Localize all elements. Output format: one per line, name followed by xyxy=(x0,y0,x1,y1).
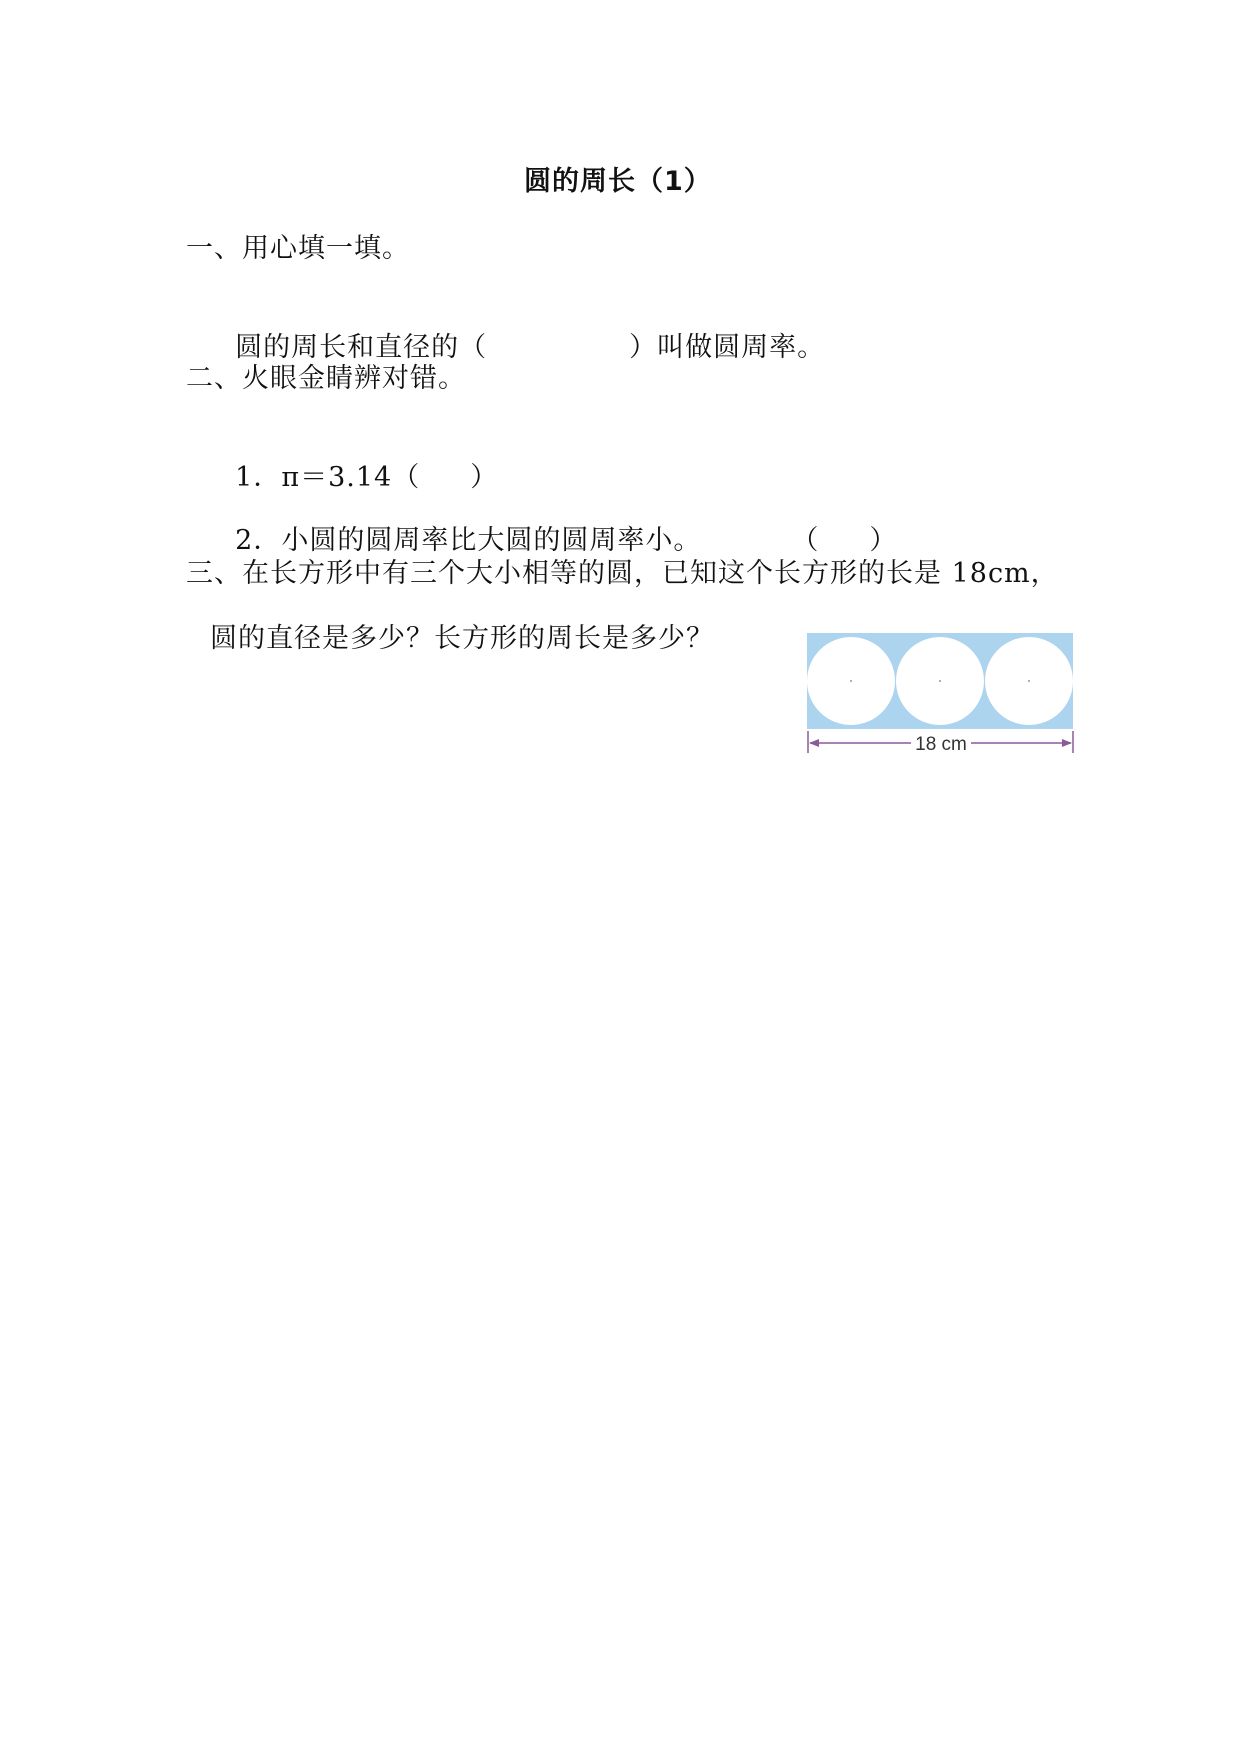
right-arrowhead xyxy=(1062,739,1072,747)
judge-item-2-text: 2．小圆的圆周率比大圆的圆周率小。 xyxy=(235,525,702,556)
judge-item-1 xyxy=(216,427,498,495)
page-title: 圆的周长（1） xyxy=(524,166,712,197)
judge-item-2-close-paren: ） xyxy=(869,525,898,556)
section-3-question: 圆的直径是多少？长方形的周长是多少？ xyxy=(210,623,714,654)
rectangle-circles-figure xyxy=(807,633,1078,758)
fill-blank-question-text-after: ）叫做圆周率。 xyxy=(629,332,826,363)
judge-item-1-text: 1．π＝3.14（ xyxy=(235,462,421,493)
fill-blank-question xyxy=(216,297,825,365)
judge-item-2 xyxy=(216,490,897,558)
circle-2-center xyxy=(939,680,941,682)
section-1-heading: 一、用心填一填。 xyxy=(186,233,410,264)
circle-1-center xyxy=(850,680,852,682)
length-label: 18 cm xyxy=(915,734,967,755)
section-2-heading: 二、火眼金睛辨对错。 xyxy=(186,363,466,394)
circle-3-center xyxy=(1028,680,1030,682)
fill-blank-question-text-before: 圆的周长和直径的（ xyxy=(235,332,488,363)
section-3-heading: 三、在长方形中有三个大小相等的圆，已知这个长方形的长是 18cm， xyxy=(186,558,1059,589)
left-arrowhead xyxy=(809,739,819,747)
judge-item-1-close-paren: ） xyxy=(470,462,499,493)
figure-svg xyxy=(807,633,1078,758)
judge-item-2-open-paren: （ xyxy=(791,525,820,556)
